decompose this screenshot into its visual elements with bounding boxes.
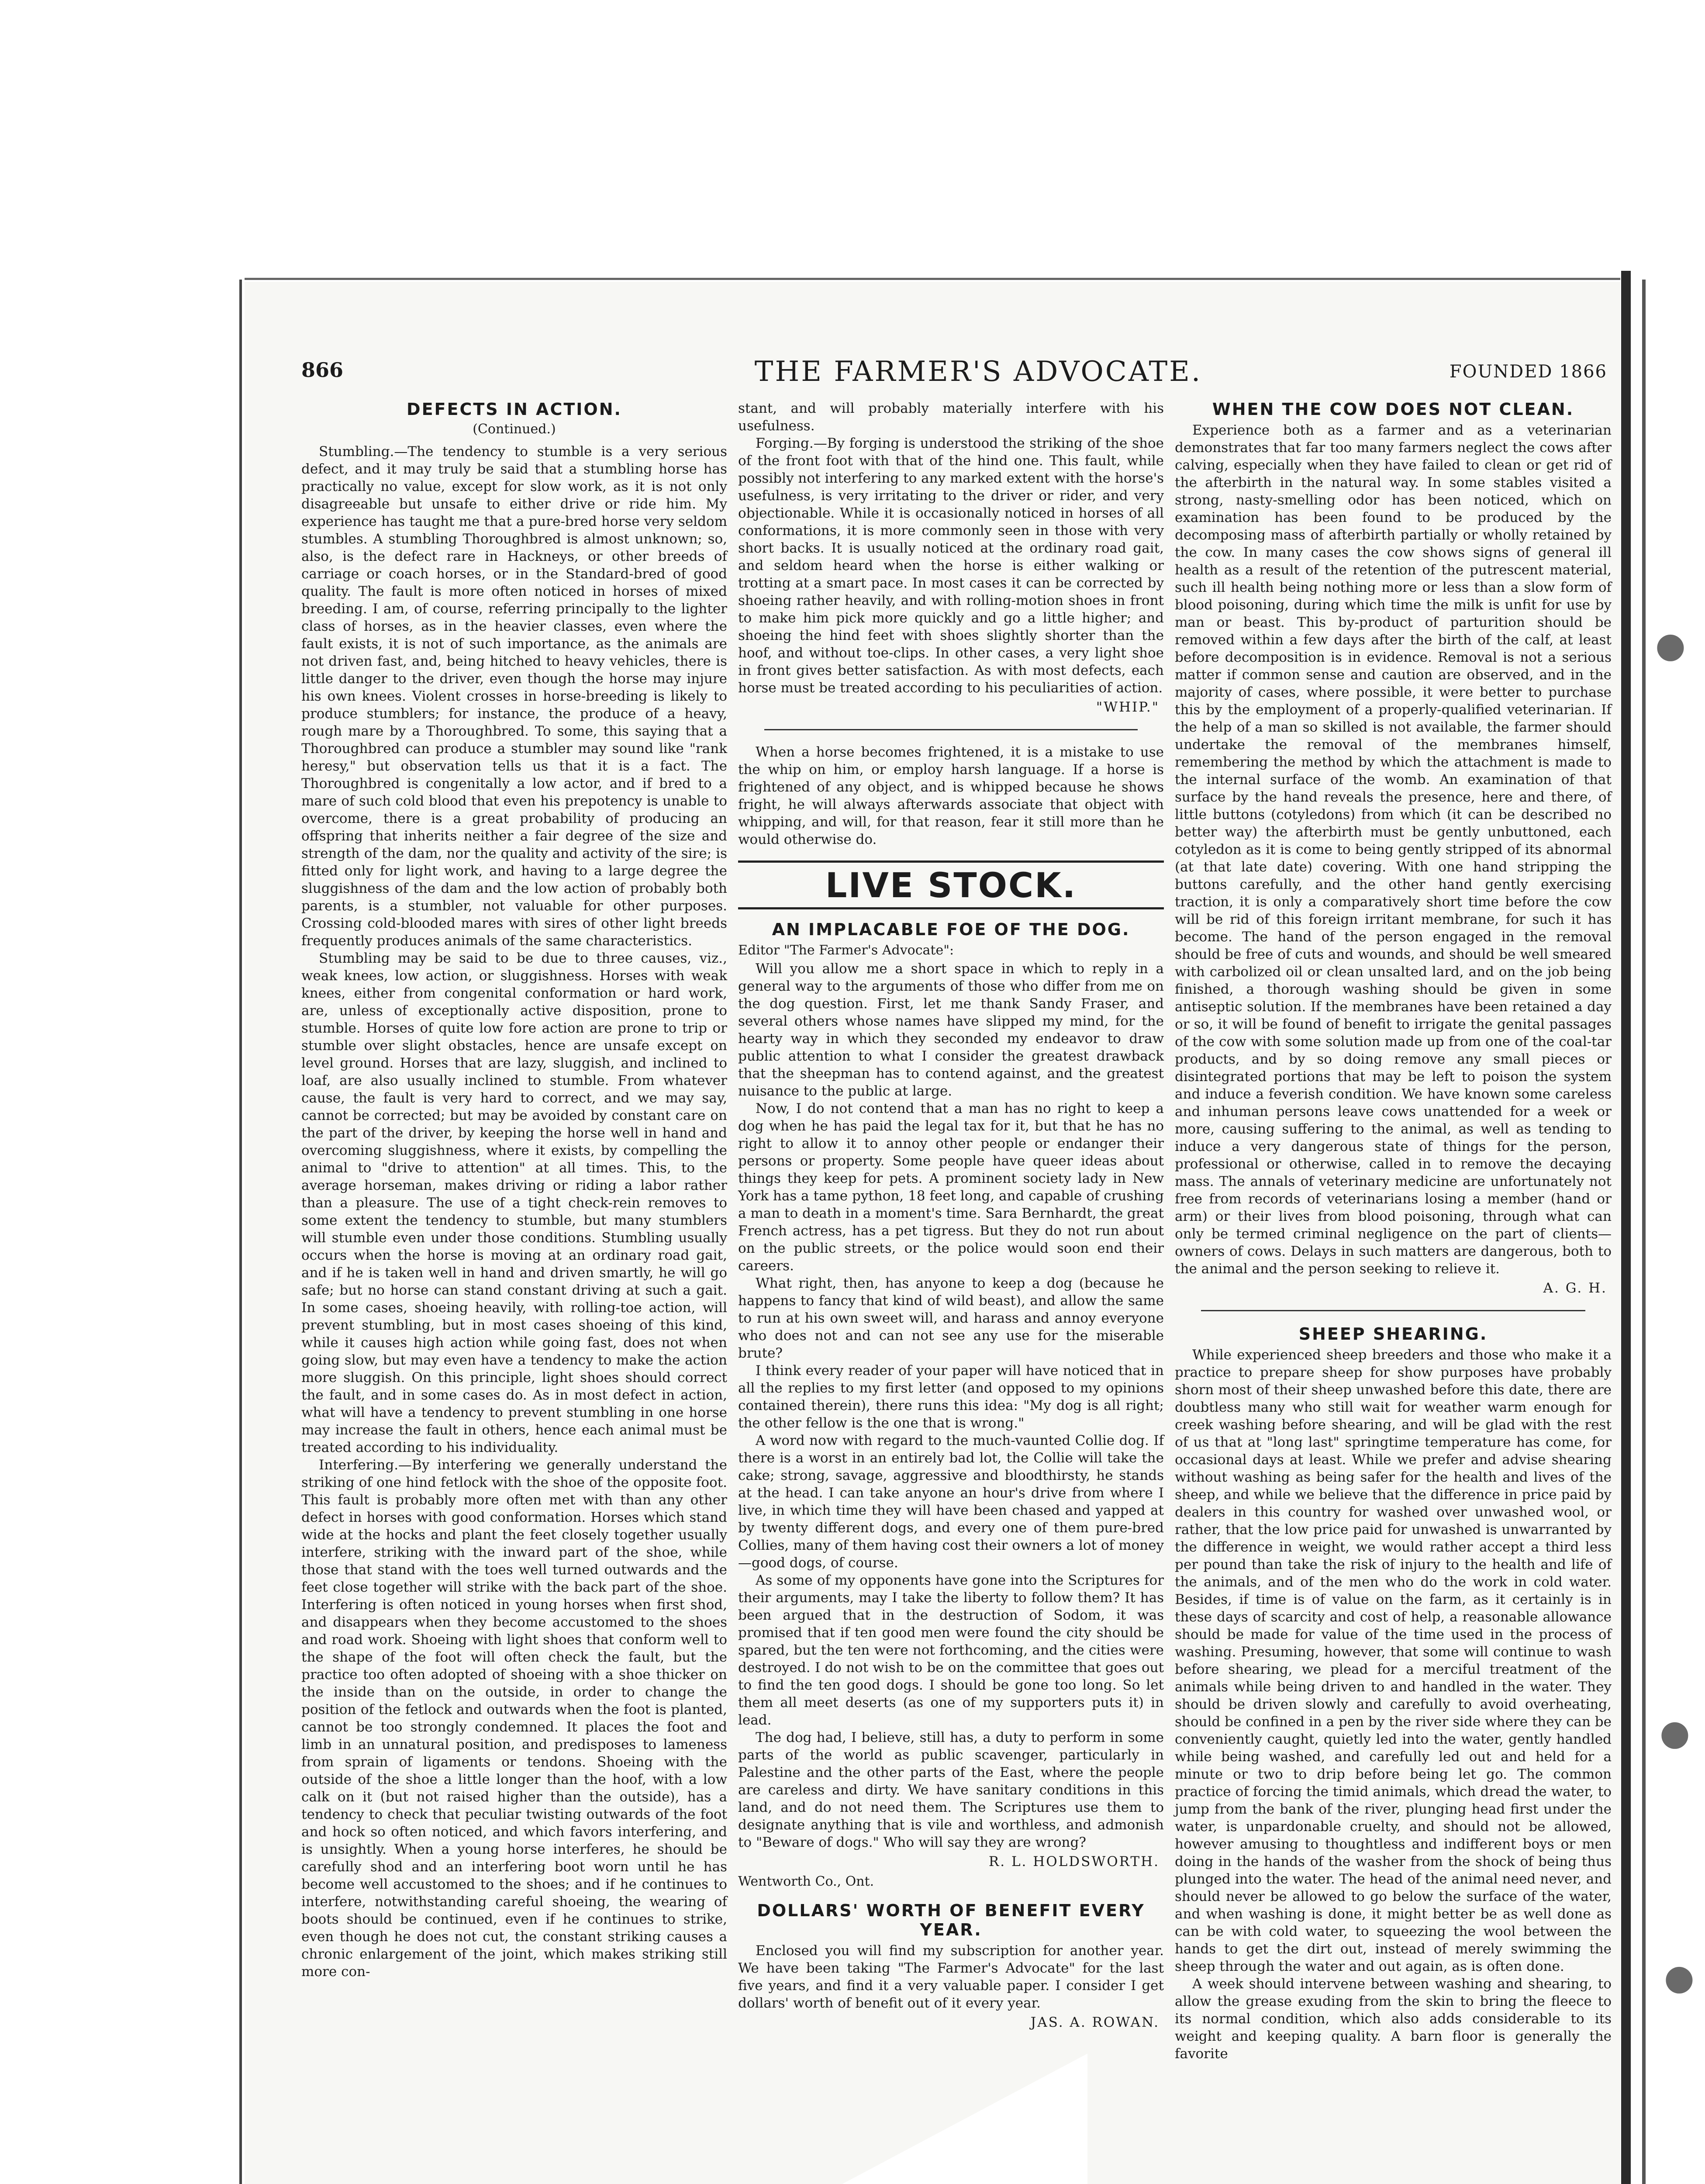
paragraph: Will you allow me a short space in which to reply in a general way to the arguments of those who differ from me on the dog question. First, let me thank Sandy Fraser, and several others whose names have slipped my mind, for the hearty way in which they seconded my endeavor to draw public attention to what I consider the greatest drawback that the sheepman has to contend against, and the greatest nuisance to the public at large. [738, 961, 1164, 1099]
column-3 [1175, 400, 1612, 2063]
divider [1201, 1310, 1585, 1311]
paragraph: Experience both as a farmer and as a veterinarian demonstrates that far too many farmers neglect the cows after calving, especially when they have failed to clean or get rid of the afterbirth in the natural way. In some stables visited a strong, nasty-smelling odor has been noticed, which on examination has been found to be produced by the decomposing mass of afterbirth partially or wholly retained by the cow. In many cases the cow shows signs of general ill health as a result of the retention of the putrescent material, such ill health being nothing more or less than a slow form of blood poisoning, during which time the milk is unfit for use by man or beast. This by-product of parturition should be removed within a few days after the birth of the calf, at least before decomposition is in evidence. Removal is not a serious matter if common sense and caution are observed, and in the majority of cases, where possible, it were better to purchase this by the employment of a properly-qualified veterinarian. If the help of a man so skilled is not available, the farmer should undertake the removal of the membranes himself, remembering the method by which the attachment is made to the internal surface of the womb. An examination of that surface by the hand reveals the presence, here and there, of little buttons (cotyledons) from which (it can be described no better way) the afterbirth must be gently unbuttoned, each cotyledon as it is come to being gently stripped of its abnormal (at that late date) covering. With one hand stripping the buttons carefully, and the other hand gently exercising traction, it is only a comparatively short time before the cow will be rid of this foreign irritant membrane, for such it has become. The hand of the person engaged in the removal should be free of cuts and wounds, and should be well smeared with carbolized oil or clean unsalted lard, and on the job being finished, a thorough washing should be given in some antiseptic solution. If the membranes have been retained a day or so, it will be found of benefit to irrigate the genital passages of the cow with some solution made up from one of the coal-tar products, and by so doing remove any small pieces or disintegrated portions that may be left to poison the system and induce a feverish condition. We have known some careless and inhuman persons leave cows unattended for a week or more, causing suffering to the animal, as well as tending to induce a very dangerous state of things for the person, professional or otherwise, called in to remove the decaying mass. The annals of veterinary medicine are unfortunately not free from records of veterinarians losing a member (hand or arm) or their lives from blood poisoning, through what can only be termed criminal negligence on the part of clients—owners of cows. Delays in such matters are dangerous, both to the animal and the person seeking to relieve it. [1175, 422, 1612, 1277]
margin-mark: ● [1655, 625, 1686, 665]
paragraph: Stumbling may be said to be due to three causes, viz., weak knees, low action, or sluggishness. Horses with weak knees, either from congenital conformation or hard work, are, unless of exceptionally active disposition, prone to stumble. Horses of quite low fore action are prone to trip or stumble over slight obstacles, hence are unsafe except on level ground. Horses that are lazy, sluggish, and inclined to loaf, are also usually inclined to stumble. From whatever cause, the fault is very hard to correct, and we may say, cannot be corrected; but may be avoided by constant care on the part of the driver, by keeping the horse well in hand and overcoming sluggishness, where it exists, by compelling the animal to "drive to attention" at all times. This, to the average horseman, makes driving or riding a labor rather than a pleasure. The use of a tight check-rein removes to some extent the tendency to stumble, but many stumblers will stumble even under those conditions. Stumbling usually occurs when the horse is moving at an ordinary road gait, and if he is taken well in hand and driven smartly, he will go safe; but no horse can stand constant driving at such a gait. In some cases, shoeing heavily, with rolling-toe action, will prevent stumbling, but in most cases shoeing of this kind, while it causes high action while going fast, does not when going slow, but may even have a tendency to make the action more sluggish. On this principle, light shoes should correct the fault, and in some cases do. As in most defect in action, what will have a tendency to prevent stumbling in one horse may increase the fault in others, hence each animal must be treated according to his individuality. [301, 950, 727, 1455]
signature-agh: A. G. H. [1543, 1280, 1607, 1296]
paragraph: A word now with regard to the much-vaunted Collie dog. If there is a worst in an entirely bad lot, the Collie will take the cake; strong, savage, aggressive and bloodthirsty, he stands at the head. I can take anyone an hour's drive from where I live, in which time they will have been chased and yapped at by twenty different dogs, and every one of them pure-bred Collies, many of them having cost their owners a lot of money—good dogs, of course. [738, 1433, 1164, 1571]
binding-shadow [1621, 271, 1631, 2184]
signature-rowan: JAS. A. ROWAN. [1030, 2015, 1160, 2030]
column-1 [301, 400, 727, 1980]
signature-whip: "WHIP." [1096, 699, 1160, 715]
paragraph: The dog had, I believe, still has, a duty to perform in some parts of the world as public scavenger, particularly in Palestine and the other parts of the East, where the people are careless and dirty. We have sanitary conditions in this land, and do not need them. The Scriptures use them to designate anything that is vile and worthless, and admonish to "Beware of dogs." Who will say they are wrong? [738, 1730, 1164, 1850]
article-heading-cow: WHEN THE COW DOES NOT CLEAN. [1212, 400, 1574, 419]
paragraph: Interfering.—By interfering we generally understand the striking of one hind fetlock with the shoe of the opposite foot. This fault is probably more often met with than any other defect in horses with good conformation. Horses which stand wide at the hocks and plant the feet closely together usually interfere, striking with the inward part of the shoe, while those that stand with the toes well turned outwards and the feet close together will strike with the back part of the shoe. Interfering is often noticed in young horses when first shod, and disappears when they become accustomed to the shoes and road work. Shoeing with light shoes that conform well to the shape of the foot will often check the fault, but the practice too often adopted of shoeing with a shoe thicker on the inside than on the outside, in order to change the position of the fetlock and outwards when the foot is planted, cannot be too strongly condemned. It places the foot and limb in an unnatural position, and predisposes to lameness from sprain of ligaments or tendons. Shoeing with the outside of the shoe a little longer than the hoof, with a low calk on it (but not raised higher than the outside), has a tendency to check that peculiar twisting outwards of the foot and hock so often noticed, and which favors interfering, and is unsightly. When a young horse interferes, he should be carefully shod and an interfering boot worn until he has become well accustomed to the shoes; and if he continues to interfere, notwithstanding careful shoeing, the wearing of boots should be continued, even if he continues to strike, even though he does not cut, the constant striking causes a chronic enlargement of the joint, which makes striking still more con- [301, 1457, 727, 1980]
paragraph: As some of my opponents have gone into the Scriptures for their arguments, may I take the liberty to follow them? It has been argued that in the destruction of Sodom, it was promised that if ten good men were found the city should be spared, but the ten were not forthcoming, and the cities were destroyed. I do not wish to be on the committee that goes out to find the ten good dogs. I should be gone too long. So let them all meet deserts (as one of my supporters puts it) in lead. [738, 1572, 1164, 1728]
location-line: Wentworth Co., Ont. [738, 1874, 874, 1889]
page-edge-left [239, 280, 242, 2184]
binding-shadow-inner [1642, 280, 1646, 2184]
paragraph: A week should intervene between washing and shearing, to allow the grease exuding from the skin to bring the fleece to its normal condition, which also adds considerable to its weight and keeping quality. A barn floor is generally the favorite [1175, 1976, 1612, 2062]
scan-margin [0, 0, 1705, 245]
article-heading-dollars: DOLLARS' WORTH OF BENEFIT EVERY YEAR. [757, 1901, 1145, 1939]
paragraph: Forging.—By forging is understood the striking of the shoe of the front foot with that of the hind one. This fault, while possibly not interfering to any marked extent with the horse's usefulness, is very irritating to the driver or rider, and very objectionable. While it is occasionally noticed in horses of all conformations, it is more commonly seen in those with very short backs. It is usually noticed at the ordinary road gait, and seldom heard when the horse is either walking or trotting at a smart pace. In most cases it can be corrected by shoeing rather heavily, and with rolling-motion shoes in front to make him pick more quickly and go a little higher; and shoeing the hind feet with shoes slightly shorter than the hoof, and without toe-clips. In other cases, a very light shoe in front gives better satisfaction. As with most defects, each horse must be treated according to his peculiarities of action. [738, 435, 1164, 696]
article-heading-defects: DEFECTS IN ACTION. [407, 400, 622, 419]
paragraph: Now, I do not contend that a man has no right to keep a dog when he has paid the legal tax for it, but that he has no right to allow it to annoy other people or endanger their persons or property. Some people have queer ideas about things they keep for pets. A prominent society lady in New York has a tame python, 18 feet long, and capable of crushing a man to death in a moment's time. Sara Bernhardt, the great French actress, has a pet tigress. But they do not run about on the public streets, or the police would soon end their careers. [738, 1101, 1164, 1274]
masthead-title: THE FARMER'S ADVOCATE. [754, 356, 1202, 388]
paragraph: While experienced sheep breeders and those who make it a practice to prepare sheep for show purposes have probably shorn most of their sheep unwashed before this date, there are doubtless many who still wait for weather warm enough for creek washing before shearing, and will be glad with the rest of us that at "long last" springtime temperature has come, for occasional days at least. While we prefer and advise shearing without washing as being safer for the health and lives of the sheep, and while we believe that the difference in price paid by dealers in this country for washed over unwashed wool, or rather, that the low price paid for unwashed is unwarranted by the difference in weight, we would rather accept a third less per pound than take the risk of injury to the health and life of the animals, and of the men who do the work in cold water. Besides, if time is of value on the farm, as it certainly is in these days of scarcity and cost of help, a reasonable allowance should be made for value of the time used in the process of washing. Presuming, however, that some will continue to wash before shearing, we plead for a merciful treatment of the animals while being driven to and handled in the water. They should be driven slowly and carefully to avoid overheating, should be confined in a pen by the river side where they can be conveniently caught, quietly led into the water, gently handled while being washed, and carefully led out and held for a minute or two to drip before being let go. The common practice of forcing the timid animals, which dread the water, to jump from the bank of the river, plunging head first under the water, is unpardonable cruelty, and should not be allowed, however amusing to thoughtless and indifferent boys or men doing in the hands of the washer from the shock of being thus plunged into the water. The head of the animal need never, and should never be allowed to go below the surface of the water, and when washing is done, it might better be as well done as can be with cold water, to squeezing the wool between the hands to get the dirt out, instead of merely swimming the sheep through the water and out again, as is often done. [1175, 1347, 1612, 1974]
paragraph: Enclosed you will find my subscription for another year. We have been taking "The Farmer's Advocate" for the last five years, and find it a very valuable paper. I consider I get dollars' worth of benefit out of it every year. [738, 1943, 1164, 2011]
signature-holdsworth: R. L. HOLDSWORTH. [988, 1854, 1160, 1870]
section-banner-live-stock: LIVE STOCK. [738, 860, 1164, 909]
masthead [301, 358, 1616, 397]
paragraph: What right, then, has anyone to keep a dog (because he happens to fancy that kind of wild beast), and allow the same to run at his own sweet will, and harass and annoy everyone who does not and can not see any use for the miserable brute? [738, 1275, 1164, 1361]
page-edge-top [245, 278, 1620, 280]
column-2 [738, 400, 1164, 2031]
article-heading-dog: AN IMPLACABLE FOE OF THE DOG. [772, 920, 1130, 939]
article-subheading: (Continued.) [473, 422, 556, 437]
article-heading-sheep: SHEEP SHEARING. [1298, 1324, 1488, 1344]
editor-salutation: Editor "The Farmer's Advocate": [738, 943, 954, 958]
paragraph: I think every reader of your paper will have noticed that in all the replies to my first letter (and opposed to my opinions contained therein), there runs this idea: "My dog is all right; the other fellow is the one that is wrong." [738, 1363, 1164, 1431]
page-number: 866 [301, 358, 344, 382]
paragraph: When a horse becomes frightened, it is a mistake to use the whip on him, or employ harsh language. If a horse is frightened of any object, and is whipped because he shows fright, he will always afterwards associate that object with whipping, and will, for that reason, fear it still more than he would otherwise do. [738, 744, 1164, 847]
paragraph: Stumbling.—The tendency to stumble is a very serious defect, and it may truly be said that a stumbling horse has practically no value, except for slow work, as it is not only disagreeable but unsafe to either drive or ride him. My experience has taught me that a pure-bred horse very seldom stumbles. A stumbling Thoroughbred is almost unknown; so, also, is the defect rare in Hackneys, or other breeds of carriage or coach horses, or in the Standard-bred of good quality. The fault is more often noticed in horses of mixed breeding. I am, of course, referring principally to the lighter class of horses, as in the heavier classes, even where the fault exists, it is not of such importance, as the animals are not driven fast, and, being hitched to heavy vehicles, there is little danger to the driver, even though the horse may injure his own knees. Violent crosses in horse-breeding is likely to produce stumblers; for instance, the produce of a heavy, rough mare by a Thoroughbred. To some, this saying that a Thoroughbred can produce a stumbler may sound like "rank heresy," but observation tells us that it is a fact. The Thoroughbred is congenitally a low actor, and if bred to a mare of such cold blood that even his prepotency is unable to overcome, there is a great probability of producing an offspring that inherits neither a fair degree of the size and strength of the dam, nor the quality and activity of the sire; is fitted only for light work, and having to a large degree the sluggishness of the dam and the low action of probably both parents, is a stumbler, not valuable for other purposes. Crossing cold-blooded mares with sires of other light breeds frequently produces animals of the same characteristics. [301, 444, 727, 949]
margin-mark: ● [1664, 1957, 1695, 1997]
paragraph: stant, and will probably materially interfere with his usefulness. [738, 401, 1164, 434]
founded-label: FOUNDED 1866 [1449, 362, 1607, 382]
divider [764, 729, 1138, 730]
margin-mark: ● [1660, 1712, 1690, 1753]
